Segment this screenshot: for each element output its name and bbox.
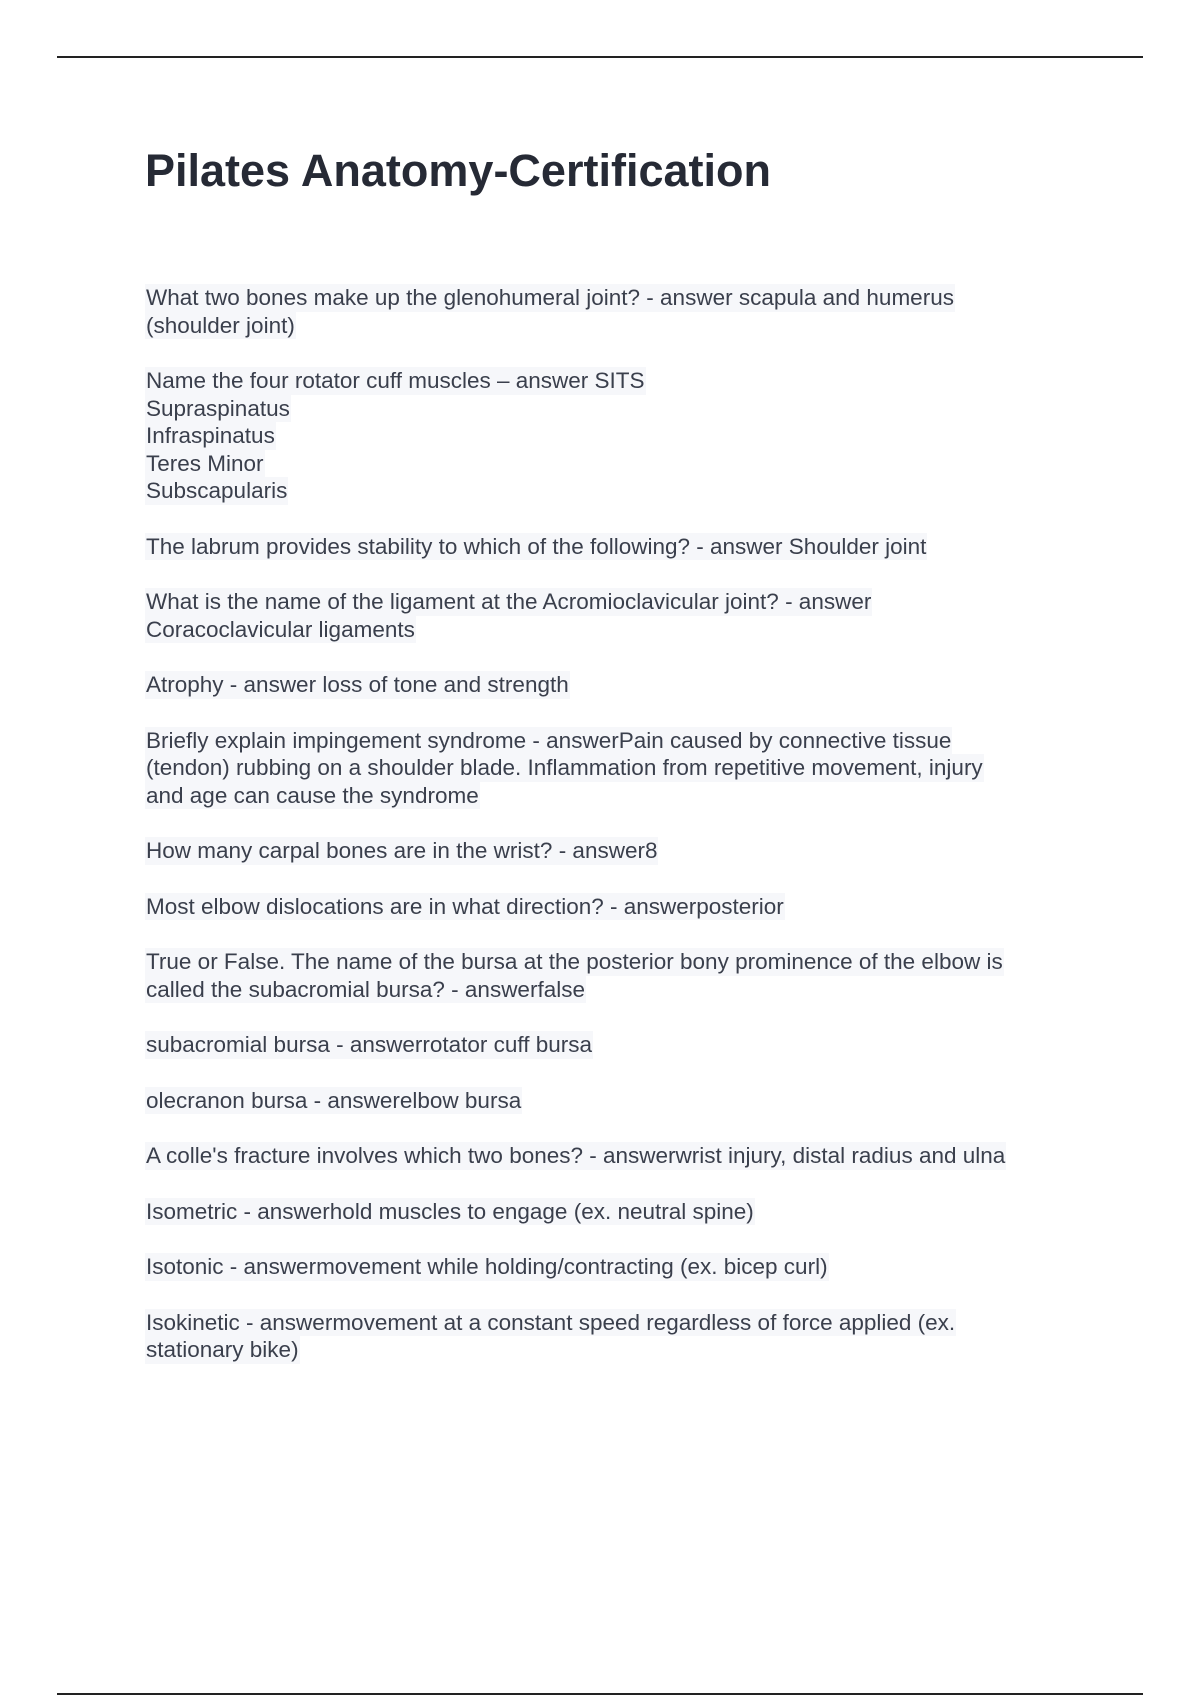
bottom-rule bbox=[57, 1693, 1143, 1695]
qa-line: Coracoclavicular ligaments bbox=[146, 616, 415, 642]
qa-item bbox=[145, 1309, 1085, 1364]
qa-item bbox=[145, 837, 1085, 865]
qa-line: True or False. The name of the bursa at the posterior bony prominence of the elbow is bbox=[146, 949, 1003, 974]
qa-item bbox=[145, 1253, 1085, 1281]
qa-line: (shoulder joint) bbox=[146, 312, 295, 338]
qa-item bbox=[145, 367, 1085, 505]
qa-item bbox=[145, 588, 1085, 643]
qa-line: Briefly explain impingement syndrome - answerPain caused by connective tissue bbox=[146, 727, 952, 753]
qa-line: (tendon) rubbing on a shoulder blade. Inflammation from repetitive movement, injury bbox=[146, 755, 983, 780]
qa-line: Most elbow dislocations are in what direction? - answerposterior bbox=[146, 893, 784, 919]
top-rule bbox=[57, 56, 1143, 58]
qa-line: Atrophy - answer loss of tone and strength bbox=[146, 672, 569, 697]
qa-line: called the subacromial bursa? - answerfalse bbox=[146, 976, 585, 1002]
qa-line: The labrum provides stability to which of the following? - answer Shoulder joint bbox=[146, 533, 927, 559]
qa-line: Name the four rotator cuff muscles – answer SITS bbox=[146, 368, 645, 393]
qa-line: Isokinetic - answermovement at a constant speed regardless of force applied (ex. bbox=[146, 1309, 956, 1335]
qa-item bbox=[145, 948, 1085, 1003]
qa-line: olecranon bursa - answerelbow bursa bbox=[146, 1087, 522, 1113]
qa-item bbox=[145, 1142, 1085, 1170]
qa-item bbox=[145, 533, 1085, 561]
qa-line: How many carpal bones are in the wrist? - answer8 bbox=[146, 838, 658, 863]
qa-line: and age can cause the syndrome bbox=[146, 782, 479, 808]
qa-item bbox=[145, 671, 1085, 699]
qa-line: Teres Minor bbox=[146, 450, 264, 476]
qa-line: stationary bike) bbox=[146, 1337, 299, 1362]
qa-line: Subscapularis bbox=[146, 478, 288, 503]
qa-item bbox=[145, 284, 1085, 339]
qa-line: Supraspinatus bbox=[146, 395, 290, 421]
qa-item bbox=[145, 893, 1085, 921]
qa-item bbox=[145, 1031, 1085, 1059]
page-title: Pilates Anatomy-Certification bbox=[145, 145, 771, 196]
qa-item bbox=[145, 1198, 1085, 1226]
qa-line: A colle's fracture involves which two bones? - answerwrist injury, distal radius and ulna bbox=[146, 1143, 1006, 1168]
qa-line: Isotonic - answermovement while holding/contracting (ex. bicep curl) bbox=[146, 1254, 828, 1279]
qa-item bbox=[145, 727, 1085, 810]
qa-line: Infraspinatus bbox=[146, 423, 275, 448]
qa-line: Isometric - answerhold muscles to engage (ex. neutral spine) bbox=[146, 1198, 754, 1224]
qa-line: subacromial bursa - answerrotator cuff bursa bbox=[146, 1032, 593, 1057]
qa-list bbox=[145, 284, 1085, 1392]
qa-line: What is the name of the ligament at the Acromioclavicular joint? - answer bbox=[146, 589, 872, 614]
qa-item bbox=[145, 1087, 1085, 1115]
qa-line: What two bones make up the glenohumeral joint? - answer scapula and humerus bbox=[146, 285, 954, 310]
